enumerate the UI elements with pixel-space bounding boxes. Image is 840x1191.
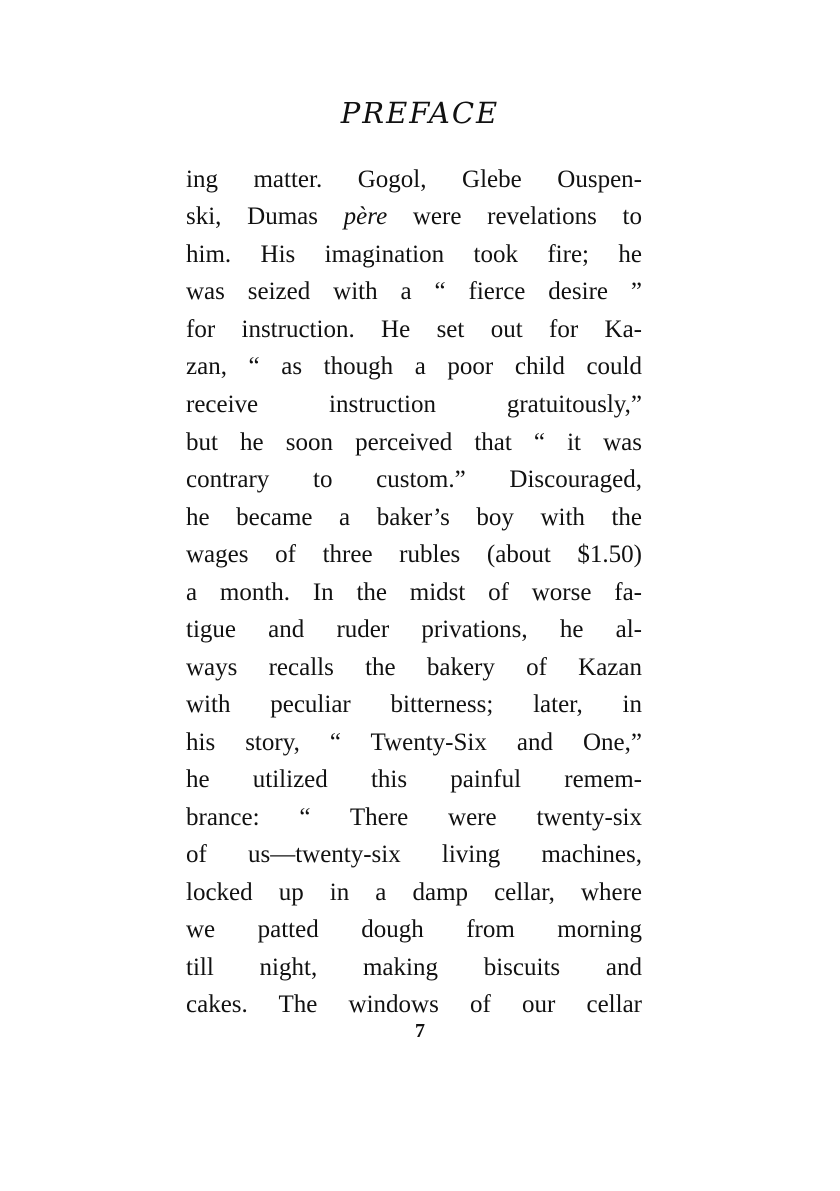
page-number: 7 [415,1020,425,1042]
text-line: wages of three rubles (about $1.50) [186,541,642,568]
text-line: brance: “ There were twenty-six [186,804,642,831]
text-run: were revelations to [387,203,642,230]
text-line: till night, making biscuits and [186,954,642,981]
text-line: ing matter. Gogol, Glebe Ouspen- [186,166,642,193]
text-line: of us—twenty-six living machines, [186,841,642,868]
text-line: he utilized this painful remem- [186,766,642,793]
text-line [186,198,642,236]
text-line: receive instruction gratuitously,” [186,391,642,418]
text-line: ways recalls the bakery of Kazan [186,654,642,681]
text-line: cakes. The windows of our cellar [186,991,642,1018]
text-line: he became a baker’s boy with the [186,504,642,531]
running-head: PREFACE [340,96,500,130]
text-line: for instruction. He set out for Ka- [186,316,642,343]
text-line: with peculiar bitterness; later, in [186,691,642,718]
italic-word: père [343,203,388,230]
text-line: tigue and ruder privations, he al- [186,616,642,643]
text-line: a month. In the midst of worse fa- [186,579,642,606]
text-line: we patted dough from morning [186,916,642,943]
text-line: was seized with a “ fierce desire ” [186,278,642,305]
text-line: but he soon perceived that “ it was [186,429,642,456]
text-line: locked up in a damp cellar, where [186,879,642,906]
text-line: zan, “ as though a poor child could [186,353,642,380]
text-line: contrary to custom.” Discouraged, [186,466,642,493]
text-run: ski, Dumas [186,203,344,230]
text-line: him. His imagination took fire; he [186,241,642,268]
text-line: his story, “ Twenty-Six and One,” [186,729,642,756]
